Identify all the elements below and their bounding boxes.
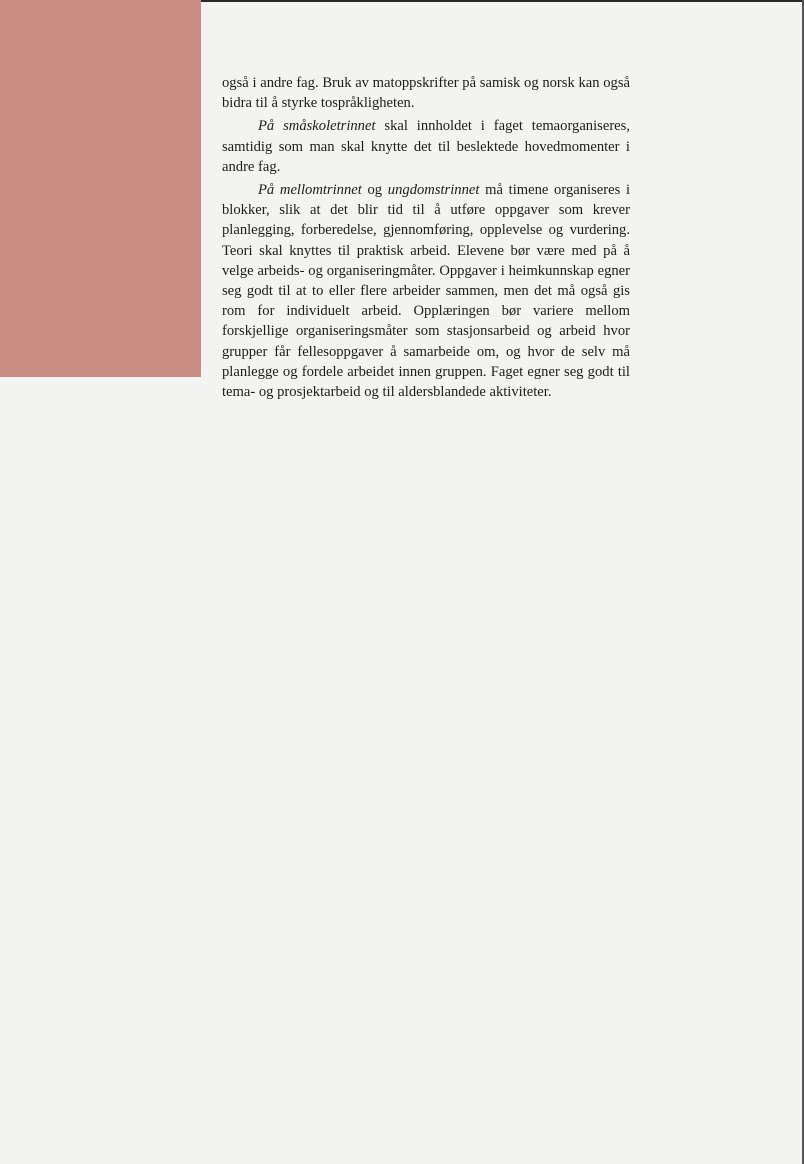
top-border-rule <box>200 0 804 2</box>
paragraph-3 <box>222 180 630 402</box>
body-text <box>222 73 630 402</box>
paragraph-1 <box>222 73 630 113</box>
paragraph-3-joiner: og <box>361 182 388 199</box>
paragraph-1-text: også i andre fag. Bruk av matoppskrifter på samisk og norsk kan også bidra til å styrke tospråkligheten. <box>222 75 630 112</box>
paragraph-3-italic-lead-2: ungdomstrinnet <box>387 182 480 199</box>
paragraph-3-italic-lead-1: På mellomtrinnet <box>258 182 362 199</box>
paragraph-2 <box>222 116 630 177</box>
side-color-panel <box>0 0 201 377</box>
paragraph-2-text: skal innholdet i faget temaorganiseres, samtidig som man skal knytte det til beslektede hovedmomenter i andre fag. <box>222 118 630 175</box>
paragraph-3-text: må timene organiseres i blokker, slik at det blir tid til å utføre oppgaver som krever planlegging, forberedelse, gjennomføring, opplevelse og vurdering. Teori skal knyttes til praktisk arbeid. Elevene bør være med på å velge arbeids- og organiseringmåter. Oppgaver i heimkunnskap egner seg godt til at to eller flere arbeider sammen, men det må også gis rom for individuelt arbeid. Opplæringen bør variere mellom forskjellige organiseringsmåter som stasjonsarbeid og arbeid hvor grupper får fellesoppgaver å samarbeide om, og hvor de selv må planlegge og fordele arbeidet innen gruppen. Faget egner seg godt til tema- og prosjektarbeid og til aldersblandede aktiviteter. <box>222 182 630 401</box>
paragraph-2-italic-lead: På småskoletrinnet <box>258 118 376 135</box>
